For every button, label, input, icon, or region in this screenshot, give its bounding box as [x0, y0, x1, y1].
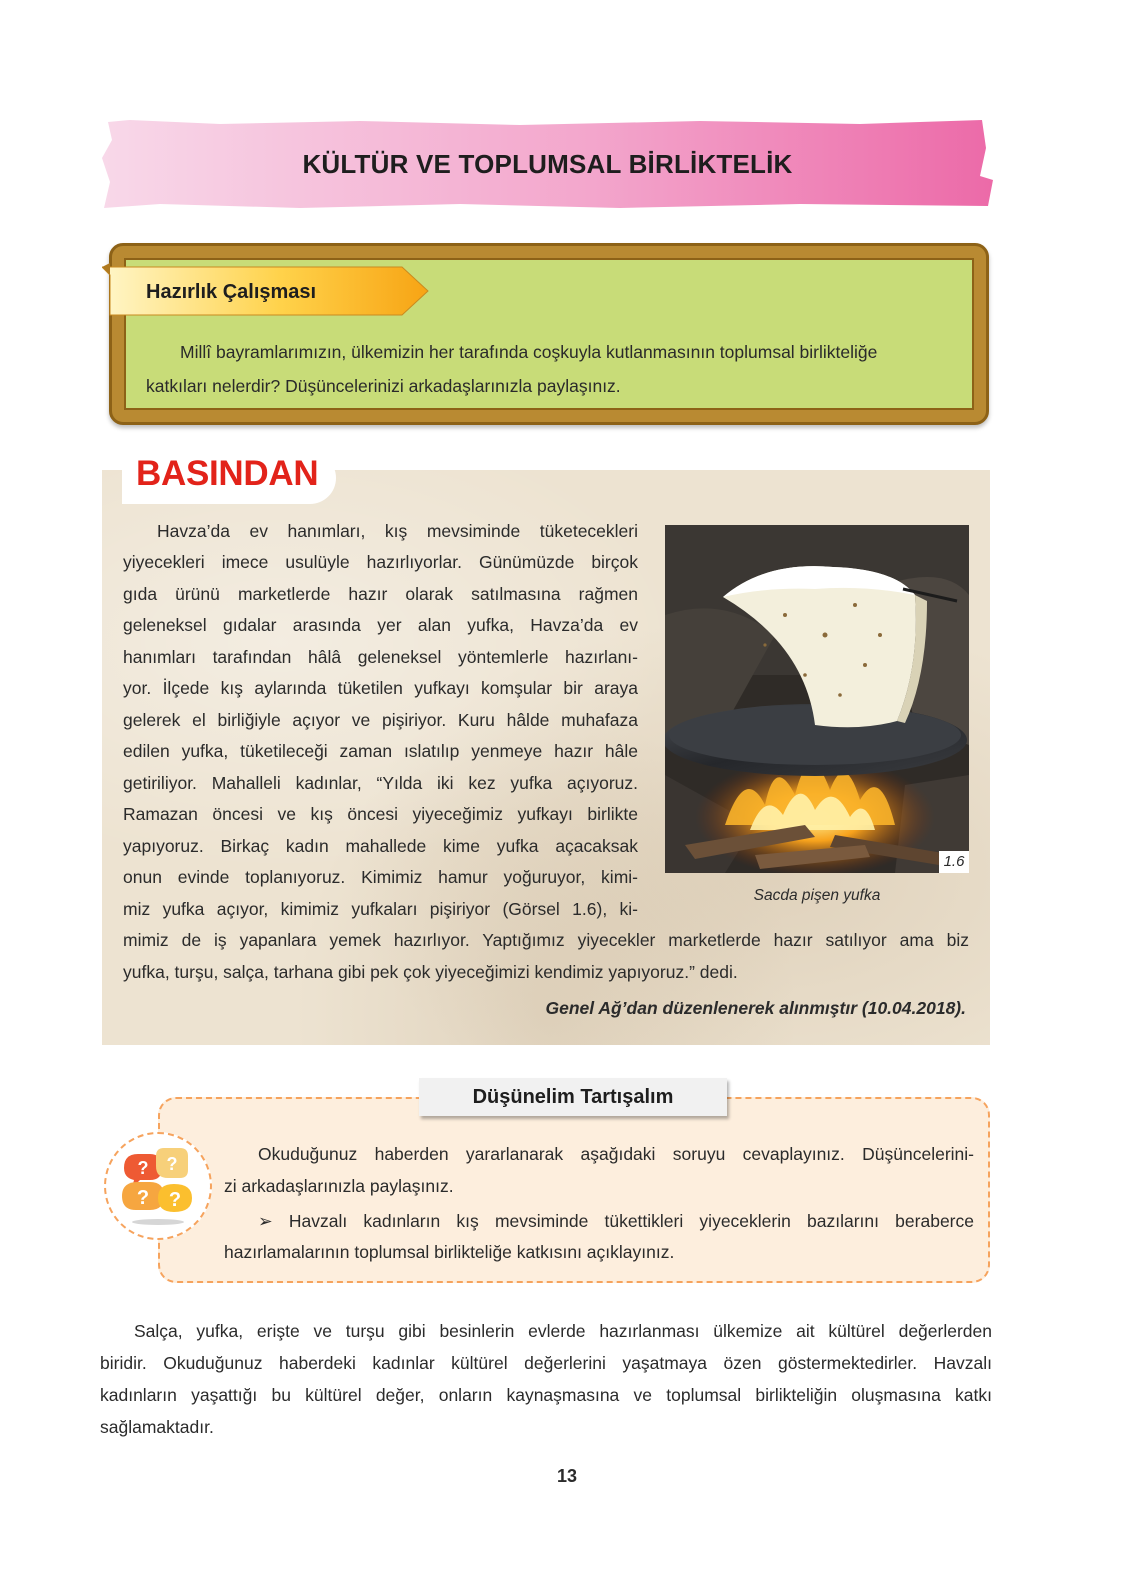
preparation-tag-label: Hazırlık Çalışması	[146, 281, 317, 303]
news-line: Havza’da ev hanımları, kış mevsiminde tüketecekleri	[157, 521, 638, 541]
photo-caption: Sacda pişen yufka	[753, 887, 881, 904]
page-number: 13	[556, 1466, 578, 1486]
news-line: Ramazan öncesi ve kış öncesi yiyeceğimiz yufkayı birlikte	[123, 804, 638, 824]
body-line: Salça, yufka, erişte ve turşu gibi besinlerin evlerde hazırlanması ülkemize ait kültürel değerlerden	[134, 1321, 992, 1341]
news-title: BASINDAN	[136, 454, 319, 493]
body-line: kadınların yaşattığı bu kültürel değer, onların kaynaşmasına ve toplumsal birlikteliğin oluşmasına katkı	[100, 1385, 992, 1405]
news-line: gıda ürünü marketlerde hazır olarak satılmasına rağmen	[123, 584, 638, 604]
preparation-text	[146, 335, 961, 403]
svg-text:?: ?	[166, 1154, 178, 1174]
svg-text:?: ?	[137, 1158, 149, 1178]
news-line: yor. İlçede kış aylarında tüketilen yufkayı komşular bir araya	[123, 678, 638, 698]
question-bubbles-icon	[104, 1132, 212, 1240]
news-line: getiriliyor. Mahalleli kadınlar, “Yılda iki kez yufka açıyoruz.	[123, 773, 638, 793]
news-line: yufka, turşu, salça, tarhana gibi pek çok yiyeceğimizi kendimiz yapıyoruz.” dedi.	[123, 962, 738, 982]
page-title: KÜLTÜR VE TOPLUMSAL BİRLİKTELİK	[302, 148, 793, 179]
news-line: geleneksel gıdalar arasında yer alan yufka, Havza’da ev	[123, 615, 638, 635]
discussion-intro-line: Okuduğunuz haberden yararlanarak aşağıdaki soruyu cevaplayınız. Düşüncelerini-	[258, 1144, 974, 1164]
discussion-question-line: hazırlamalarının toplumsal birlikteliğe katkısını açıklayınız.	[224, 1242, 675, 1262]
news-line: mimiz de iş yapanlara yemek hazırlıyor. Yaptığımız yiyecekler marketlerde hazır satılıyor ama biz	[123, 930, 969, 950]
svg-text:?: ?	[136, 1187, 150, 1209]
body-line: biridir. Okuduğunuz haberdeki kadınlar kültürel değerlerini yaşatmaya özen göstermektedirler. Havzalı	[100, 1353, 992, 1373]
discussion-question-line: ➢ Havzalı kadınların kış mevsiminde tükettikleri yiyeceklerin bazılarını beraberce	[258, 1211, 974, 1231]
news-line: yapıyoruz. Birkaç kadın mahallede kime yufka açacaksak	[123, 836, 638, 856]
news-line: edilen yufka, tüketileceği zaman ıslatılıp yenmeye hazır hâle	[123, 741, 638, 761]
news-line: onun evinde toplanıyoruz. Kimimiz hamur yoğuruyor, kimi-	[123, 867, 638, 887]
preparation-line: katkıları nelerdir? Düşüncelerinizi arkadaşlarınızla paylaşınız.	[146, 376, 621, 396]
news-source: Genel Ağ’dan düzenlenerek alınmıştır (10.04.2018).	[545, 998, 966, 1018]
preparation-line: Millî bayramlarımızın, ülkemizin her tarafında coşkuyla kutlanmasının toplumsal birlikteliğe	[180, 342, 878, 362]
yufka-photo	[665, 525, 969, 873]
body-line: sağlamaktadır.	[100, 1417, 214, 1437]
title-banner	[100, 118, 995, 210]
preparation-tag	[102, 263, 432, 319]
photo-number: 1.6	[939, 851, 969, 873]
discussion-label: Düşünelim Tartışalım	[472, 1086, 674, 1108]
news-line: yiyecekleri imece usulüyle hazırlıyorlar. Günümüzde birçok	[123, 552, 638, 572]
news-line: miz yufka açıyor, kimimiz yufkaları pişiriyor (Görsel 1.6), ki-	[123, 899, 638, 919]
news-line: gelerek el birliğiyle açıyor ve pişiriyor. Kuru hâlde muhafaza	[123, 710, 638, 730]
svg-text:?: ?	[168, 1189, 182, 1211]
discussion-intro-line: zi arkadaşlarınızla paylaşınız.	[224, 1176, 454, 1196]
news-line: hanımları tarafından hâlâ geleneksel yöntemlerle hazırlanı-	[123, 647, 638, 667]
question-bubbles-icon-shape	[112, 1140, 204, 1232]
yufka-photo-illustration	[665, 525, 969, 873]
